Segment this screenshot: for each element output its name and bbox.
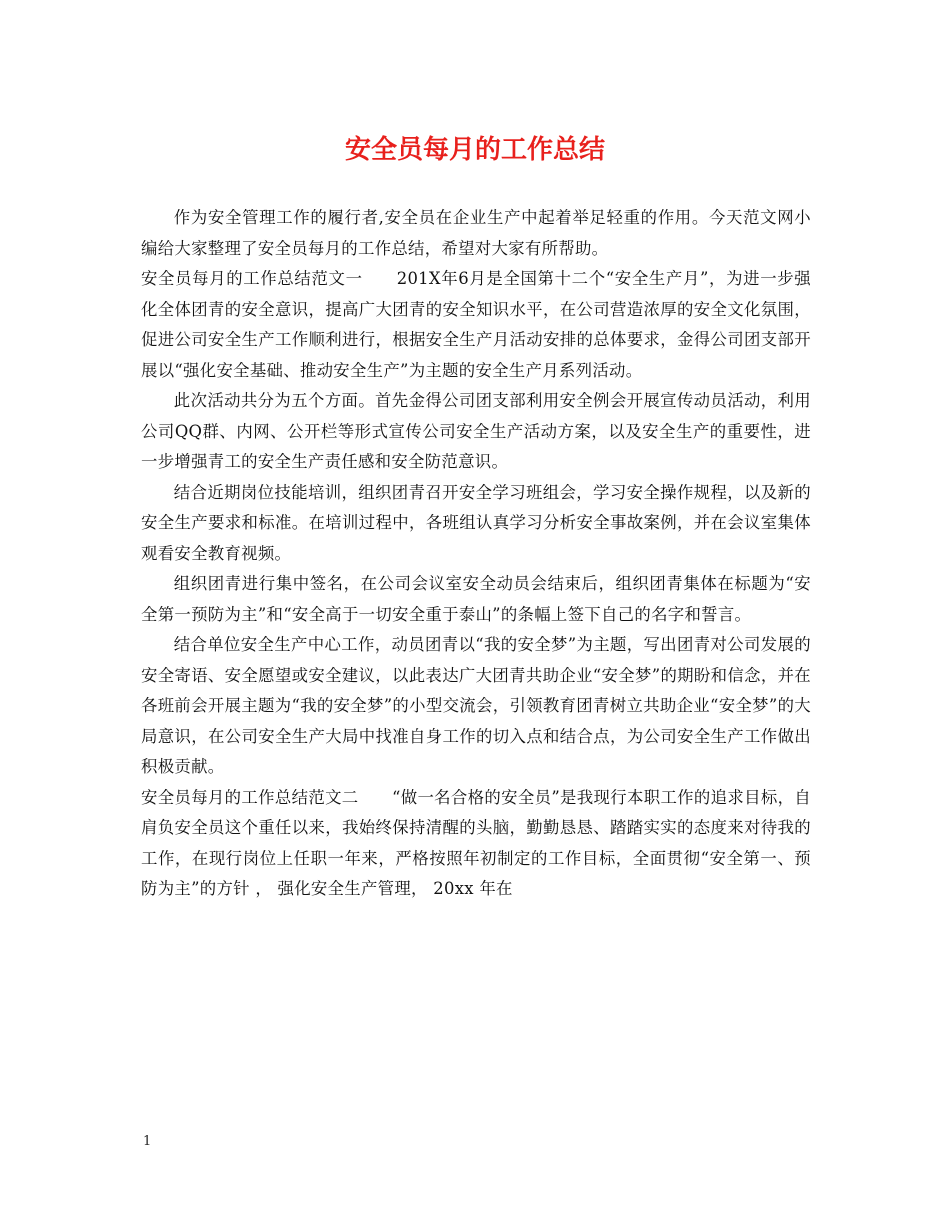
paragraph-safety-dream: 结合单位安全生产中心工作，动员团青以“我的安全梦”为主题，写出团青对公司发展的安全寄语、安全愿望或安全建议，以此表达广大团青共助企业“安全梦”的期盼和信念，并在各班前会开展主题为“我的安全梦”的小型交流会，引领教育团青树立共助企业“安全梦”的大局意识，在公司安全生产大局中找准自身工作的切入点和结合点，为公司安全生产工作做出积极贡献。 bbox=[141, 635, 811, 776]
paragraph-sample-two: 安全员每月的工作总结范文二 “做一名合格的安全员”是我现行本职工作的追求目标，自肩负安全员这个重任以来，我始终保持清醒的头脑，勤勤恳恳、踏踏实实的态度来对待我的工作，在现行岗位上任职一年来，严格按照年初制定的工作目标，全面贯彻“安全第一、预防为主”的方针 ， 强化安全生产管理， 20xx 年在 bbox=[141, 787, 811, 898]
paragraph-sample-one: 安全员每月的工作总结范文一 201X年6月是全国第十二个“安全生产月”，为进一步强化全体团青的安全意识，提高广大团青的安全知识水平，在公司营造浓厚的安全文化氛围，促进公司安全生产工作顺利进行，根据安全生产月活动安排的总体要求，金得公司团支部开展以“强化安全基础、推动安全生产”为主题的安全生产月系列活动。 bbox=[141, 269, 811, 380]
document-body bbox=[141, 203, 811, 905]
paragraph-signing: 组织团青进行集中签名，在公司会议室安全动员会结束后，组织团青集体在标题为“安全第一预防为主”和“安全高于一切安全重于泰山”的条幅上签下自己的名字和誓言。 bbox=[141, 574, 811, 624]
paragraph-activities: 此次活动共分为五个方面。首先金得公司团支部利用安全例会开展宣传动员活动，利用公司QQ群、内网、公开栏等形式宣传公司安全生产活动方案，以及安全生产的重要性，进一步增强青工的安全生产责任感和安全防范意识。 bbox=[141, 391, 811, 471]
paragraph-intro: 作为安全管理工作的履行者,安全员在企业生产中起着举足轻重的作用。今天范文网小编给大家整理了安全员每月的工作总结，希望对大家有所帮助。 bbox=[141, 208, 811, 258]
paragraph-training: 结合近期岗位技能培训，组织团青召开安全学习班组会，学习安全操作规程，以及新的安全生产要求和标准。在培训过程中，各班组认真学习分析安全事故案例，并在会议室集体观看安全教育视频。 bbox=[141, 482, 811, 563]
document-title: 安全员每月的工作总结 bbox=[344, 135, 605, 165]
page-number: 1 bbox=[143, 1134, 152, 1149]
